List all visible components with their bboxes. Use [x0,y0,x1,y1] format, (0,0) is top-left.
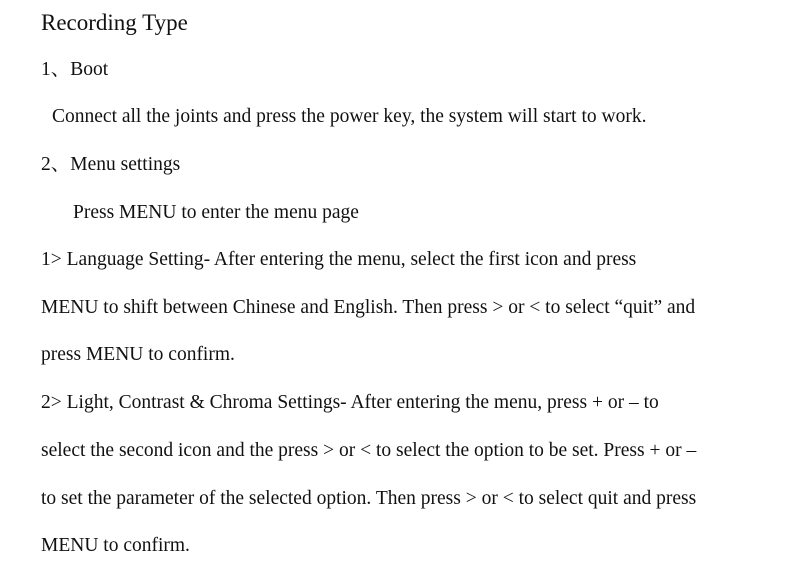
paragraph-line: MENU to confirm. [41,535,190,556]
section-heading-boot: 1、Boot [41,59,109,80]
document-title: Recording Type [41,10,188,35]
paragraph-line: press MENU to confirm. [41,344,235,365]
paragraph-line: MENU to shift between Chinese and English. Then press > or < to select “quit” and [41,297,696,318]
paragraph-line: to set the parameter of the selected option. Then press > or < to select quit and press [41,488,697,509]
menu-intro: Press MENU to enter the menu page [73,202,359,223]
paragraph-line: 2> Light, Contrast & Chroma Settings- After entering the menu, press + or – to [41,392,659,413]
section-heading-menu-settings: 2、Menu settings [41,154,181,175]
boot-description: Connect all the joints and press the power key, the system will start to work. [52,106,647,127]
paragraph-line: 1> Language Setting- After entering the menu, select the first icon and press [41,249,637,270]
paragraph-line: select the second icon and the press > or < to select the option to be set. Press + or – [41,440,697,461]
